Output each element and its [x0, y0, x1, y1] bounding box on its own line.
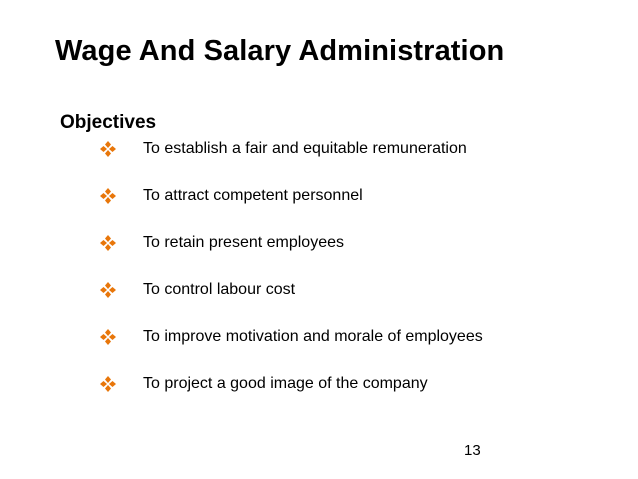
list-item — [100, 234, 483, 281]
section-heading: Objectives — [60, 112, 157, 133]
four-diamond-bullet-icon — [100, 141, 116, 157]
four-diamond-bullet-icon — [100, 188, 116, 204]
list-item-text: To improve motivation and morale of employees — [143, 328, 483, 345]
list-item — [100, 375, 483, 422]
list-item-text: To establish a fair and equitable remuneration — [143, 140, 467, 157]
list-item-text: To project a good image of the company — [143, 375, 428, 392]
list-item — [100, 281, 483, 328]
list-item — [100, 328, 483, 375]
list-item — [100, 140, 483, 187]
four-diamond-bullet-icon — [100, 329, 116, 345]
four-diamond-bullet-icon — [100, 282, 116, 298]
objectives-list — [100, 140, 483, 422]
four-diamond-bullet-icon — [100, 235, 116, 251]
list-item-text: To control labour cost — [143, 281, 296, 298]
slide-title: Wage And Salary Administration — [55, 35, 505, 67]
page-number: 13 — [464, 442, 481, 459]
four-diamond-bullet-icon — [100, 376, 116, 392]
list-item-text: To attract competent personnel — [143, 187, 363, 204]
list-item-text: To retain present employees — [143, 234, 344, 251]
list-item — [100, 187, 483, 234]
